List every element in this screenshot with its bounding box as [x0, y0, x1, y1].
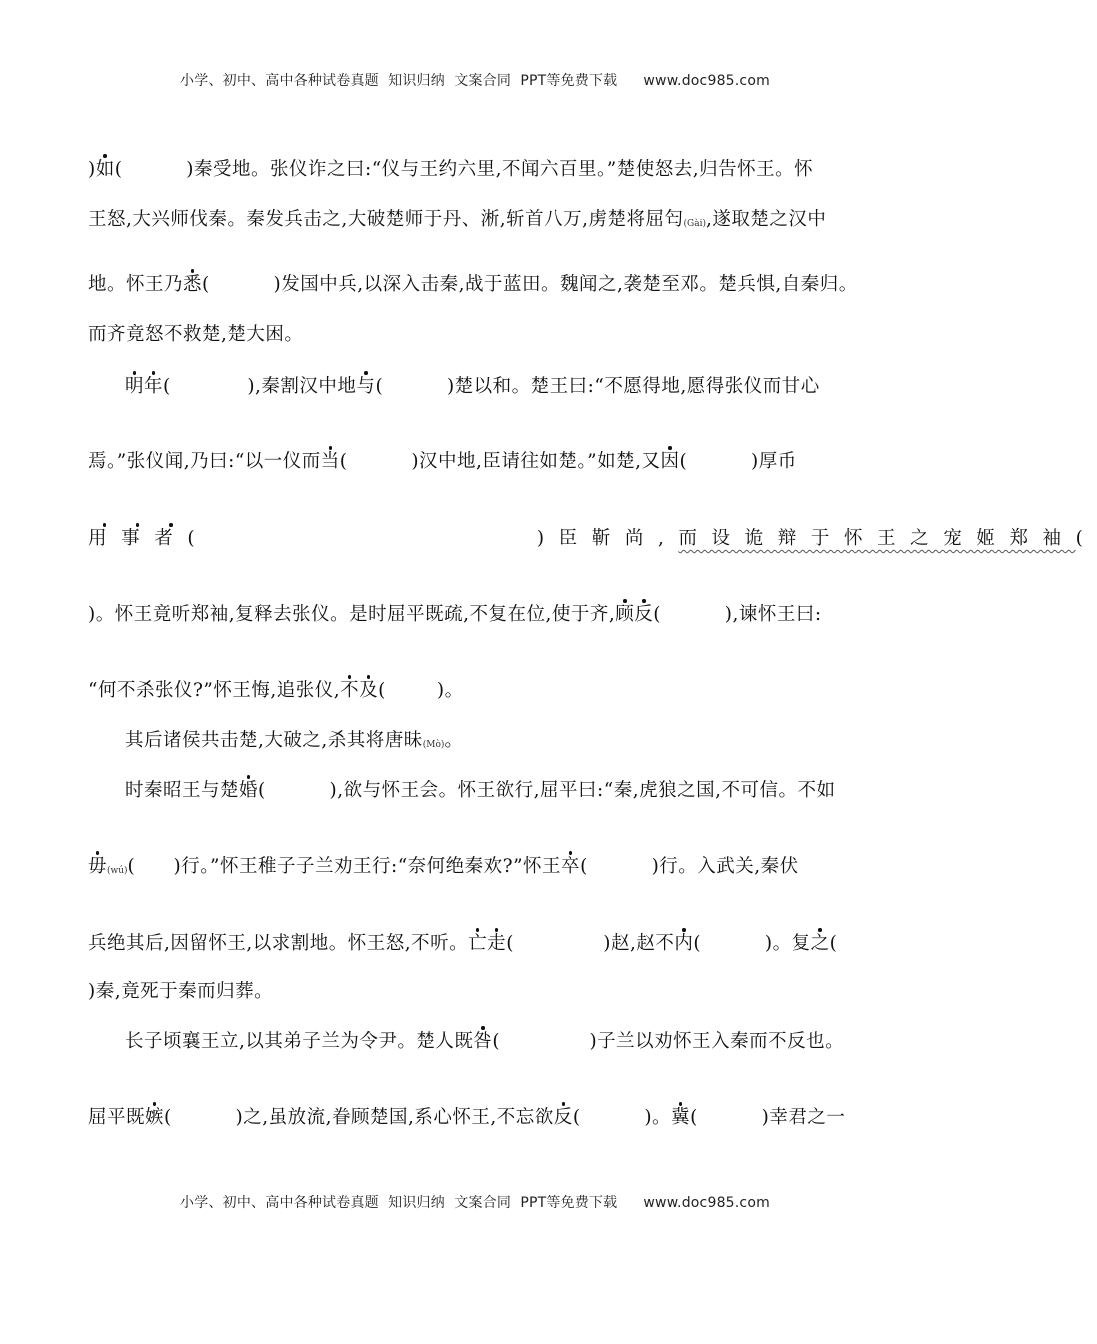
- text-line-3: [88, 273, 878, 297]
- dotted-word: 悉: [183, 274, 203, 295]
- text-run: ( )秦受地。张仪诈之曰:“仪与王约六里,不闻六百里。”楚使怒去,归告怀王。怀: [114, 159, 814, 180]
- dotted-word: 不: [340, 680, 360, 701]
- wavy-underlined-phrase: 而设诡辩于怀王之宠姬郑袖: [678, 528, 1076, 549]
- dotted-word: 走: [487, 933, 507, 954]
- text-run: (: [829, 933, 838, 954]
- pinyin-annotation: (Gài): [683, 219, 706, 229]
- pinyin-annotation: (wú): [107, 866, 128, 876]
- text-run: ): [88, 159, 96, 180]
- text-run: 时秦昭王与楚: [125, 780, 240, 801]
- text-run: ( )幸君之一: [690, 1107, 846, 1128]
- text-line-11: [88, 779, 878, 803]
- page-footer: [0, 1192, 950, 1212]
- dotted-word: 与: [356, 376, 376, 397]
- text-run: ( ),秦割汉中地: [163, 376, 357, 397]
- dotted-word: 年: [144, 376, 164, 397]
- dotted-word: 反: [553, 1107, 573, 1128]
- dotted-word: 顾: [615, 604, 635, 625]
- text-run: ( )行。入武关,秦伏: [580, 856, 799, 877]
- text-run: 兵绝其后,因留怀王,以求割地。怀王怒,不听。: [88, 933, 469, 954]
- dotted-word: 明: [125, 376, 145, 397]
- dotted-word: 因: [660, 451, 680, 472]
- text-run: ( )。: [378, 680, 464, 701]
- text-run: 。: [444, 730, 464, 751]
- text-run: ( )赵,赵不: [506, 933, 675, 954]
- dotted-word: 冀: [671, 1107, 691, 1128]
- text-run: ( )臣靳尚,: [187, 528, 679, 549]
- dotted-word: 之: [810, 933, 830, 954]
- text-run: ( )子兰以劝怀王入秦而不反也。: [492, 1031, 845, 1052]
- pinyin-annotation: (Mò): [422, 740, 445, 750]
- text-run: ( )行。”怀王稚子子兰劝王行:“奈何绝秦欢?”怀王: [127, 856, 562, 877]
- text-run: 王怒,大兴师伐秦。秦发兵击之,大破楚师于丹、淅,斩首八万,虏楚将屈匄: [88, 209, 684, 230]
- text-line-9: [88, 679, 878, 703]
- text-run: ( )厚币: [679, 451, 797, 472]
- text-run: ,遂取楚之汉中: [706, 209, 827, 230]
- text-line-12: [88, 855, 878, 883]
- dotted-word: 婚: [239, 780, 259, 801]
- dotted-word: 内: [674, 933, 694, 954]
- text-run: 地。怀王乃: [88, 274, 184, 295]
- header-text: 小学、初中、高中各种试卷真题 知识归纳 文案合同 PPT等免费下载: [180, 73, 618, 89]
- text-run: 焉。”张仪闻,乃曰:“以一仪而: [88, 451, 321, 472]
- text-run: ( )楚以和。楚王曰:“不愿得地,愿得张仪而甘心: [375, 376, 820, 397]
- text-line-15: [88, 1030, 878, 1054]
- text-line-1: [88, 158, 878, 182]
- text-run: 长子顷襄王立,以其弟子兰为令尹。楚人既: [125, 1031, 474, 1052]
- text-line-6: [88, 450, 878, 474]
- text-run: ( ),谏怀王曰:: [653, 604, 822, 625]
- dotted-word: 毋: [88, 856, 108, 877]
- text-run: (: [1075, 528, 1097, 549]
- text-run: 其后诸侯共击楚,大破之,杀其将唐昧: [125, 730, 423, 751]
- footer-text: 小学、初中、高中各种试卷真题 知识归纳 文案合同 PPT等免费下载: [180, 1195, 618, 1211]
- dotted-word: 用: [88, 528, 122, 549]
- text-run: “何不杀张仪?”怀王悔,追张仪,: [88, 680, 341, 701]
- dotted-word: 反: [634, 604, 654, 625]
- text-line-7: [88, 527, 1097, 551]
- text-line-14: )秦,竟死于秦而归葬。: [88, 981, 274, 1002]
- dotted-word: 事: [121, 528, 155, 549]
- dotted-word: 如: [95, 159, 115, 180]
- text-run: ( )发国中兵,以深入击秦,战于蓝田。魏闻之,袭楚至邓。楚兵惧,自秦归。: [202, 274, 858, 295]
- text-run: 屈平既: [88, 1107, 146, 1128]
- dotted-word: 嫉: [145, 1107, 165, 1128]
- text-run: ( )。复: [693, 933, 811, 954]
- dotted-word: 卒: [561, 856, 581, 877]
- text-run: ( ),欲与怀王会。怀王欲行,屈平曰:“秦,虎狼之国,不可信。不如: [258, 780, 836, 801]
- text-run: )。怀王竟听郑袖,复释去张仪。是时屈平既疏,不复在位,使于齐,: [88, 604, 616, 625]
- dotted-word: 者: [154, 528, 188, 549]
- text-line-5: [88, 375, 878, 399]
- text-run: ( )。: [572, 1107, 672, 1128]
- text-line-13: [88, 932, 878, 956]
- text-line-2: [88, 208, 878, 236]
- text-line-4: 而齐竟怒不救楚,楚大困。: [88, 324, 304, 345]
- dotted-word: 亡: [468, 933, 488, 954]
- dotted-word: 当: [320, 451, 340, 472]
- footer-url: www.doc985.com: [643, 1195, 770, 1211]
- text-run: ( )汉中地,臣请往如楚。”如楚,又: [339, 451, 661, 472]
- header-url: www.doc985.com: [643, 73, 770, 89]
- dotted-word: 咎: [473, 1031, 493, 1052]
- page-header: [0, 70, 950, 90]
- text-line-8: [88, 603, 878, 627]
- text-line-10: [88, 729, 878, 757]
- dotted-word: 及: [359, 680, 379, 701]
- text-run: ( )之,虽放流,眷顾楚国,系心怀王,不忘欲: [164, 1107, 554, 1128]
- text-line-16: [88, 1106, 878, 1130]
